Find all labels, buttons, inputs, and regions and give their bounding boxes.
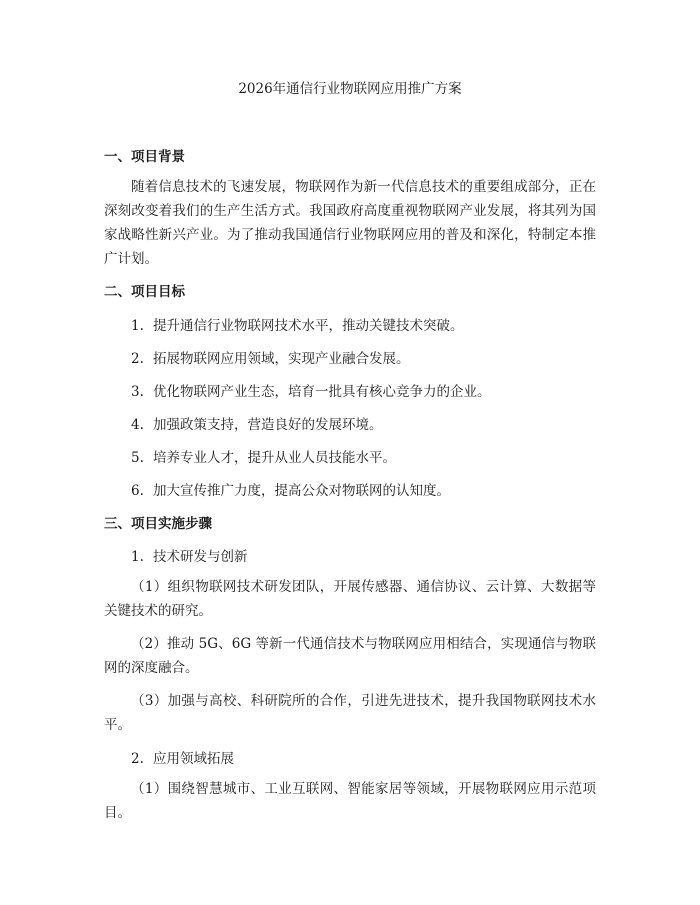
document-title: 2026年通信行业物联网应用推广方案	[238, 81, 462, 97]
goal-item-number: 3.	[131, 384, 144, 400]
goal-item-number: 1.	[131, 318, 144, 334]
goal-item	[104, 317, 596, 335]
section-heading-background: 一、项目背景	[104, 149, 185, 165]
step-number: 1.	[131, 549, 144, 565]
section-heading-goals: 二、项目目标	[104, 284, 185, 300]
goal-item-number: 2.	[131, 351, 144, 367]
step-sub-item: （1）围绕智慧城市、工业互联网、智能家居等领域，开展物联网应用示范项目。	[104, 781, 596, 821]
goal-item-text: 培养专业人才，提升从业人员技能水平。	[153, 450, 396, 466]
goal-item	[104, 383, 596, 401]
goal-item	[104, 482, 596, 500]
goal-item	[104, 350, 596, 368]
step-sub-item: （3）加强与高校、科研院所的合作，引进先进技术，提升我国物联网技术水平。	[104, 693, 596, 733]
step-title-text: 技术研发与创新	[153, 549, 248, 565]
background-paragraph: 随着信息技术的飞速发展，物联网作为新一代信息技术的重要组成部分，正在深刻改变着我们的生产生活方式。我国政府高度重视物联网产业发展，将其列为国家战略性新兴产业。为了推动我国通信行业物联网应用的普及和深化，特制定本推广计划。	[104, 179, 596, 267]
goal-item-number: 5.	[131, 450, 144, 466]
goal-item-text: 提升通信行业物联网技术水平，推动关键技术突破。	[153, 318, 464, 334]
goal-item-text: 优化物联网产业生态，培育一批具有核心竞争力的企业。	[153, 384, 491, 400]
step-title-text: 应用领域拓展	[153, 751, 234, 767]
section-heading-steps: 三、项目实施步骤	[104, 516, 212, 532]
step-sub-item: （1）组织物联网技术研发团队，开展传感器、通信协议、云计算、大数据等关键技术的研究。	[104, 579, 596, 619]
goal-item-text: 拓展物联网应用领域，实现产业融合发展。	[153, 351, 410, 367]
goal-item-number: 4.	[131, 417, 144, 433]
step-title	[104, 548, 596, 566]
goal-item-number: 6.	[131, 483, 144, 499]
goal-item	[104, 449, 596, 467]
goal-item-text: 加强政策支持，营造良好的发展环境。	[153, 417, 383, 433]
goal-item-text: 加大宣传推广力度，提高公众对物联网的认知度。	[153, 483, 450, 499]
goal-item	[104, 416, 596, 434]
step-sub-item: （2）推动 5G、6G 等新一代通信技术与物联网应用相结合，实现通信与物联网的深度融合。	[104, 636, 596, 676]
step-number: 2.	[131, 751, 144, 767]
step-title	[104, 750, 596, 768]
